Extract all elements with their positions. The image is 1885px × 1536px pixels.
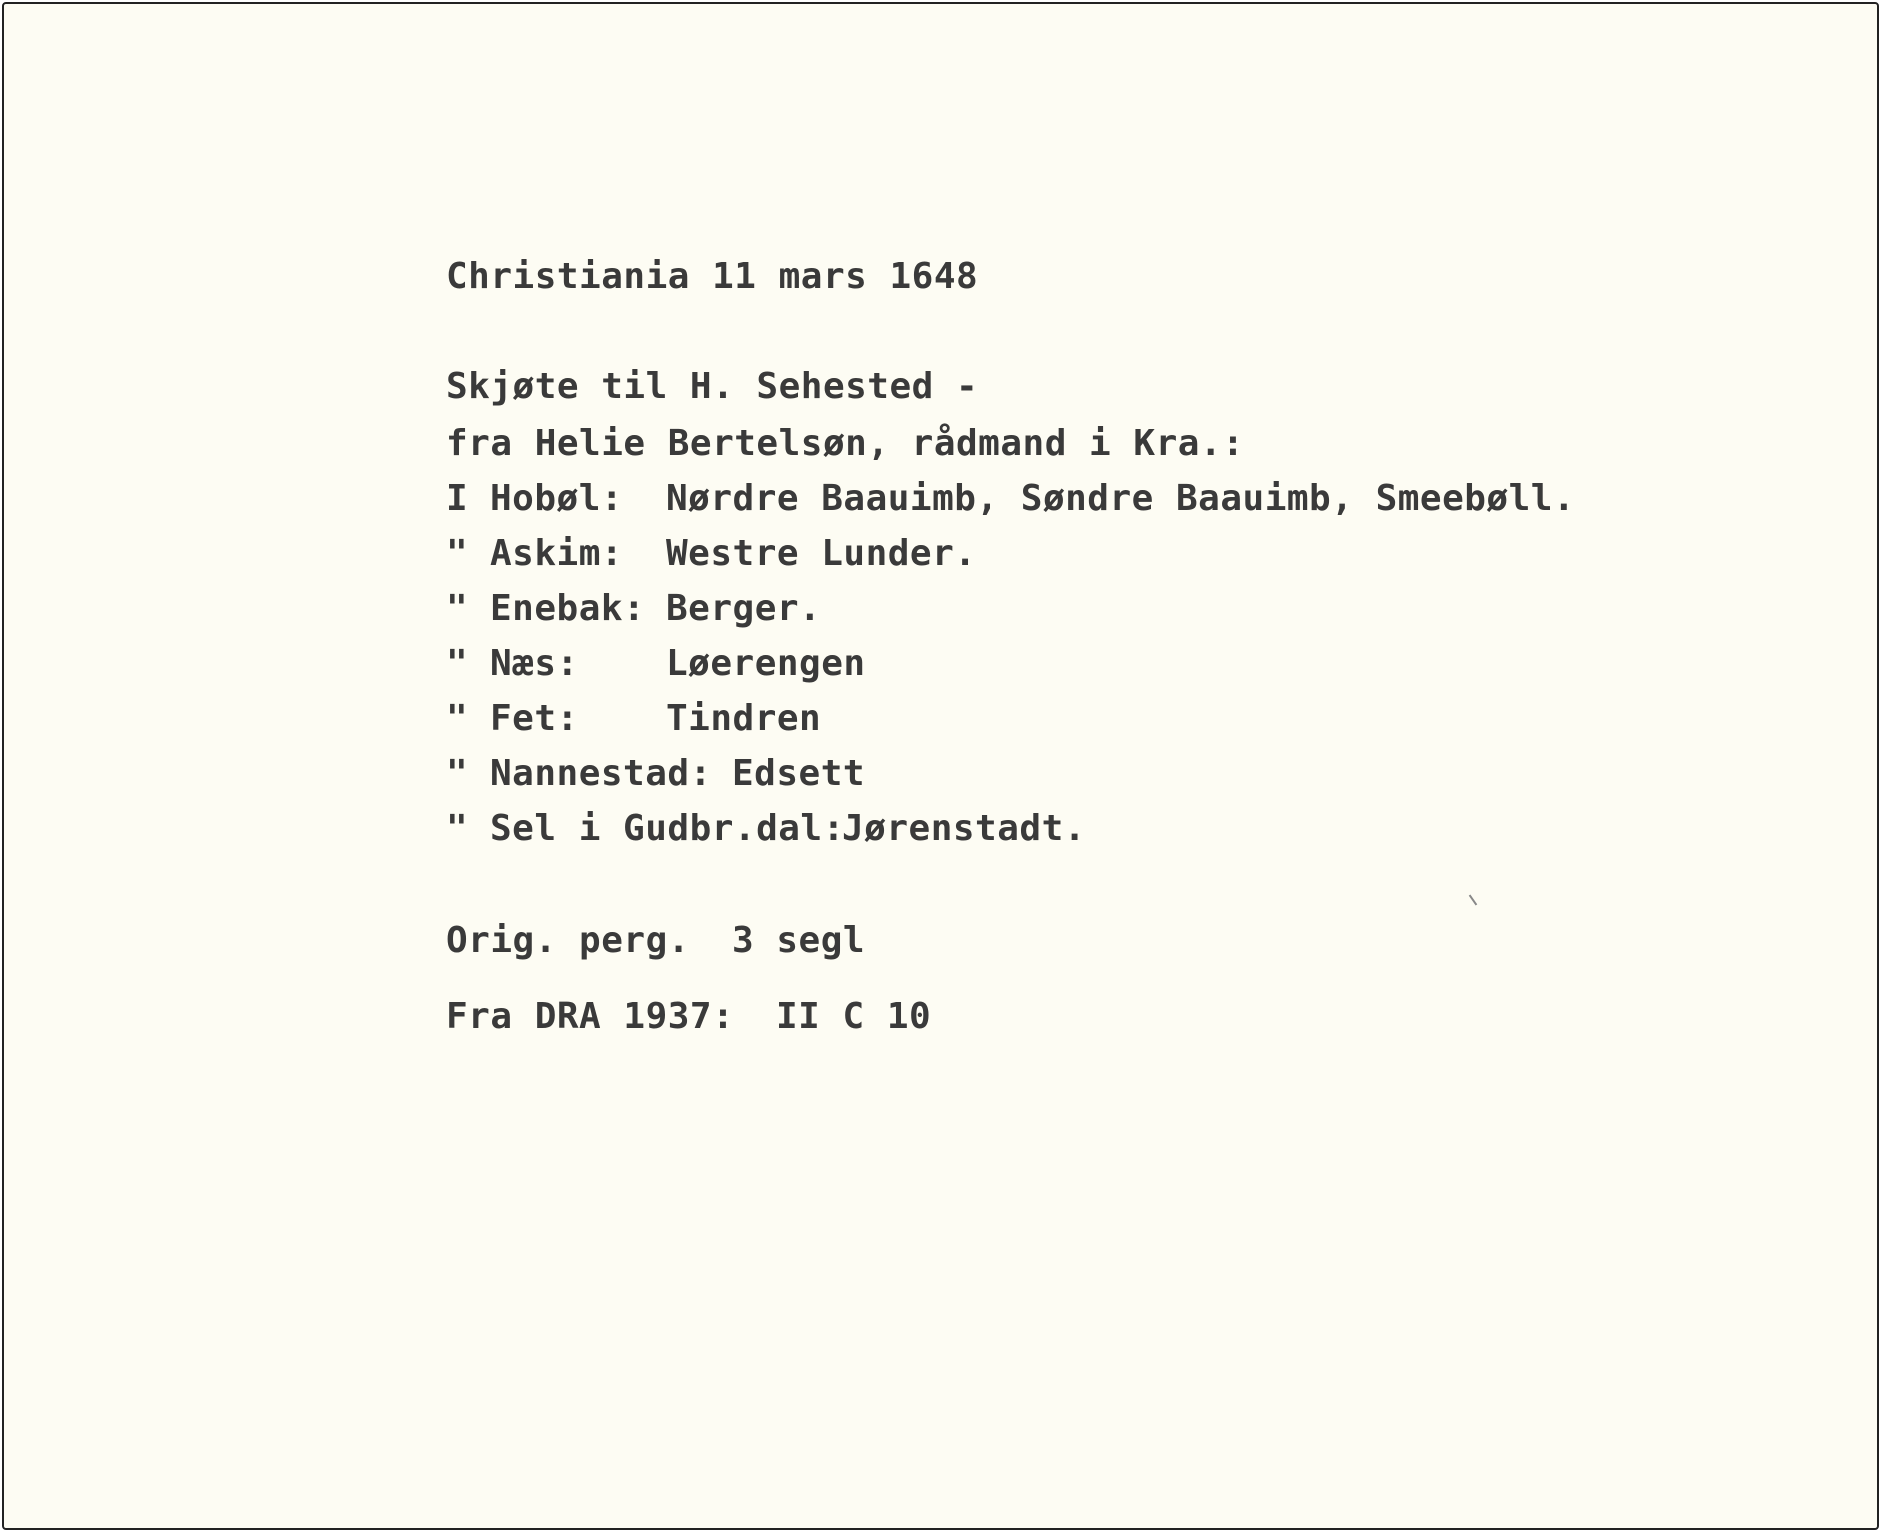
property-prefix: " (446, 753, 469, 794)
property-place: Hobøl: (490, 478, 624, 519)
property-prefix: I (446, 478, 469, 519)
property-farms: Løerengen (666, 643, 866, 684)
property-place: Nannestad: (490, 753, 712, 794)
property-place: Fet: (490, 698, 579, 739)
provenance-line (446, 996, 932, 1157)
property-prefix: " (446, 808, 469, 849)
property-farms: Tindren (666, 698, 822, 739)
provenance-label: Fra DRA 1937: (446, 996, 735, 1037)
property-prefix: " (446, 588, 469, 629)
original-label: Orig. perg. (446, 920, 690, 961)
property-place: Askim: (490, 533, 624, 574)
property-prefix: " (446, 698, 469, 739)
property-farms: Jørenstadt. (842, 808, 1086, 849)
property-prefix: " (446, 643, 469, 684)
document-date: Christiania 11 mars 1648 (446, 256, 979, 297)
property-place: Enebak: (490, 588, 646, 629)
property-farms: Nørdre Baauimb, Søndre Baauimb, Smeebøll. (666, 478, 1576, 519)
seal-count: 3 segl (732, 920, 866, 961)
document-title: Skjøte til H. Sehested - (446, 366, 979, 407)
property-place: Næs: (490, 643, 579, 684)
property-farms: Edsett (732, 753, 866, 794)
property-farms: Westre Lunder. (666, 533, 977, 574)
property-place: Sel i Gudbr.dal: (490, 808, 845, 849)
paper-mark (1469, 895, 1478, 906)
property-prefix: " (446, 533, 469, 574)
archive-index-card (2, 2, 1879, 1530)
archive-reference: II C 10 (776, 996, 932, 1037)
property-farms: Berger. (666, 588, 822, 629)
grantor-line: fra Helie Bertelsøn, rådmand i Kra.: (446, 423, 1245, 464)
